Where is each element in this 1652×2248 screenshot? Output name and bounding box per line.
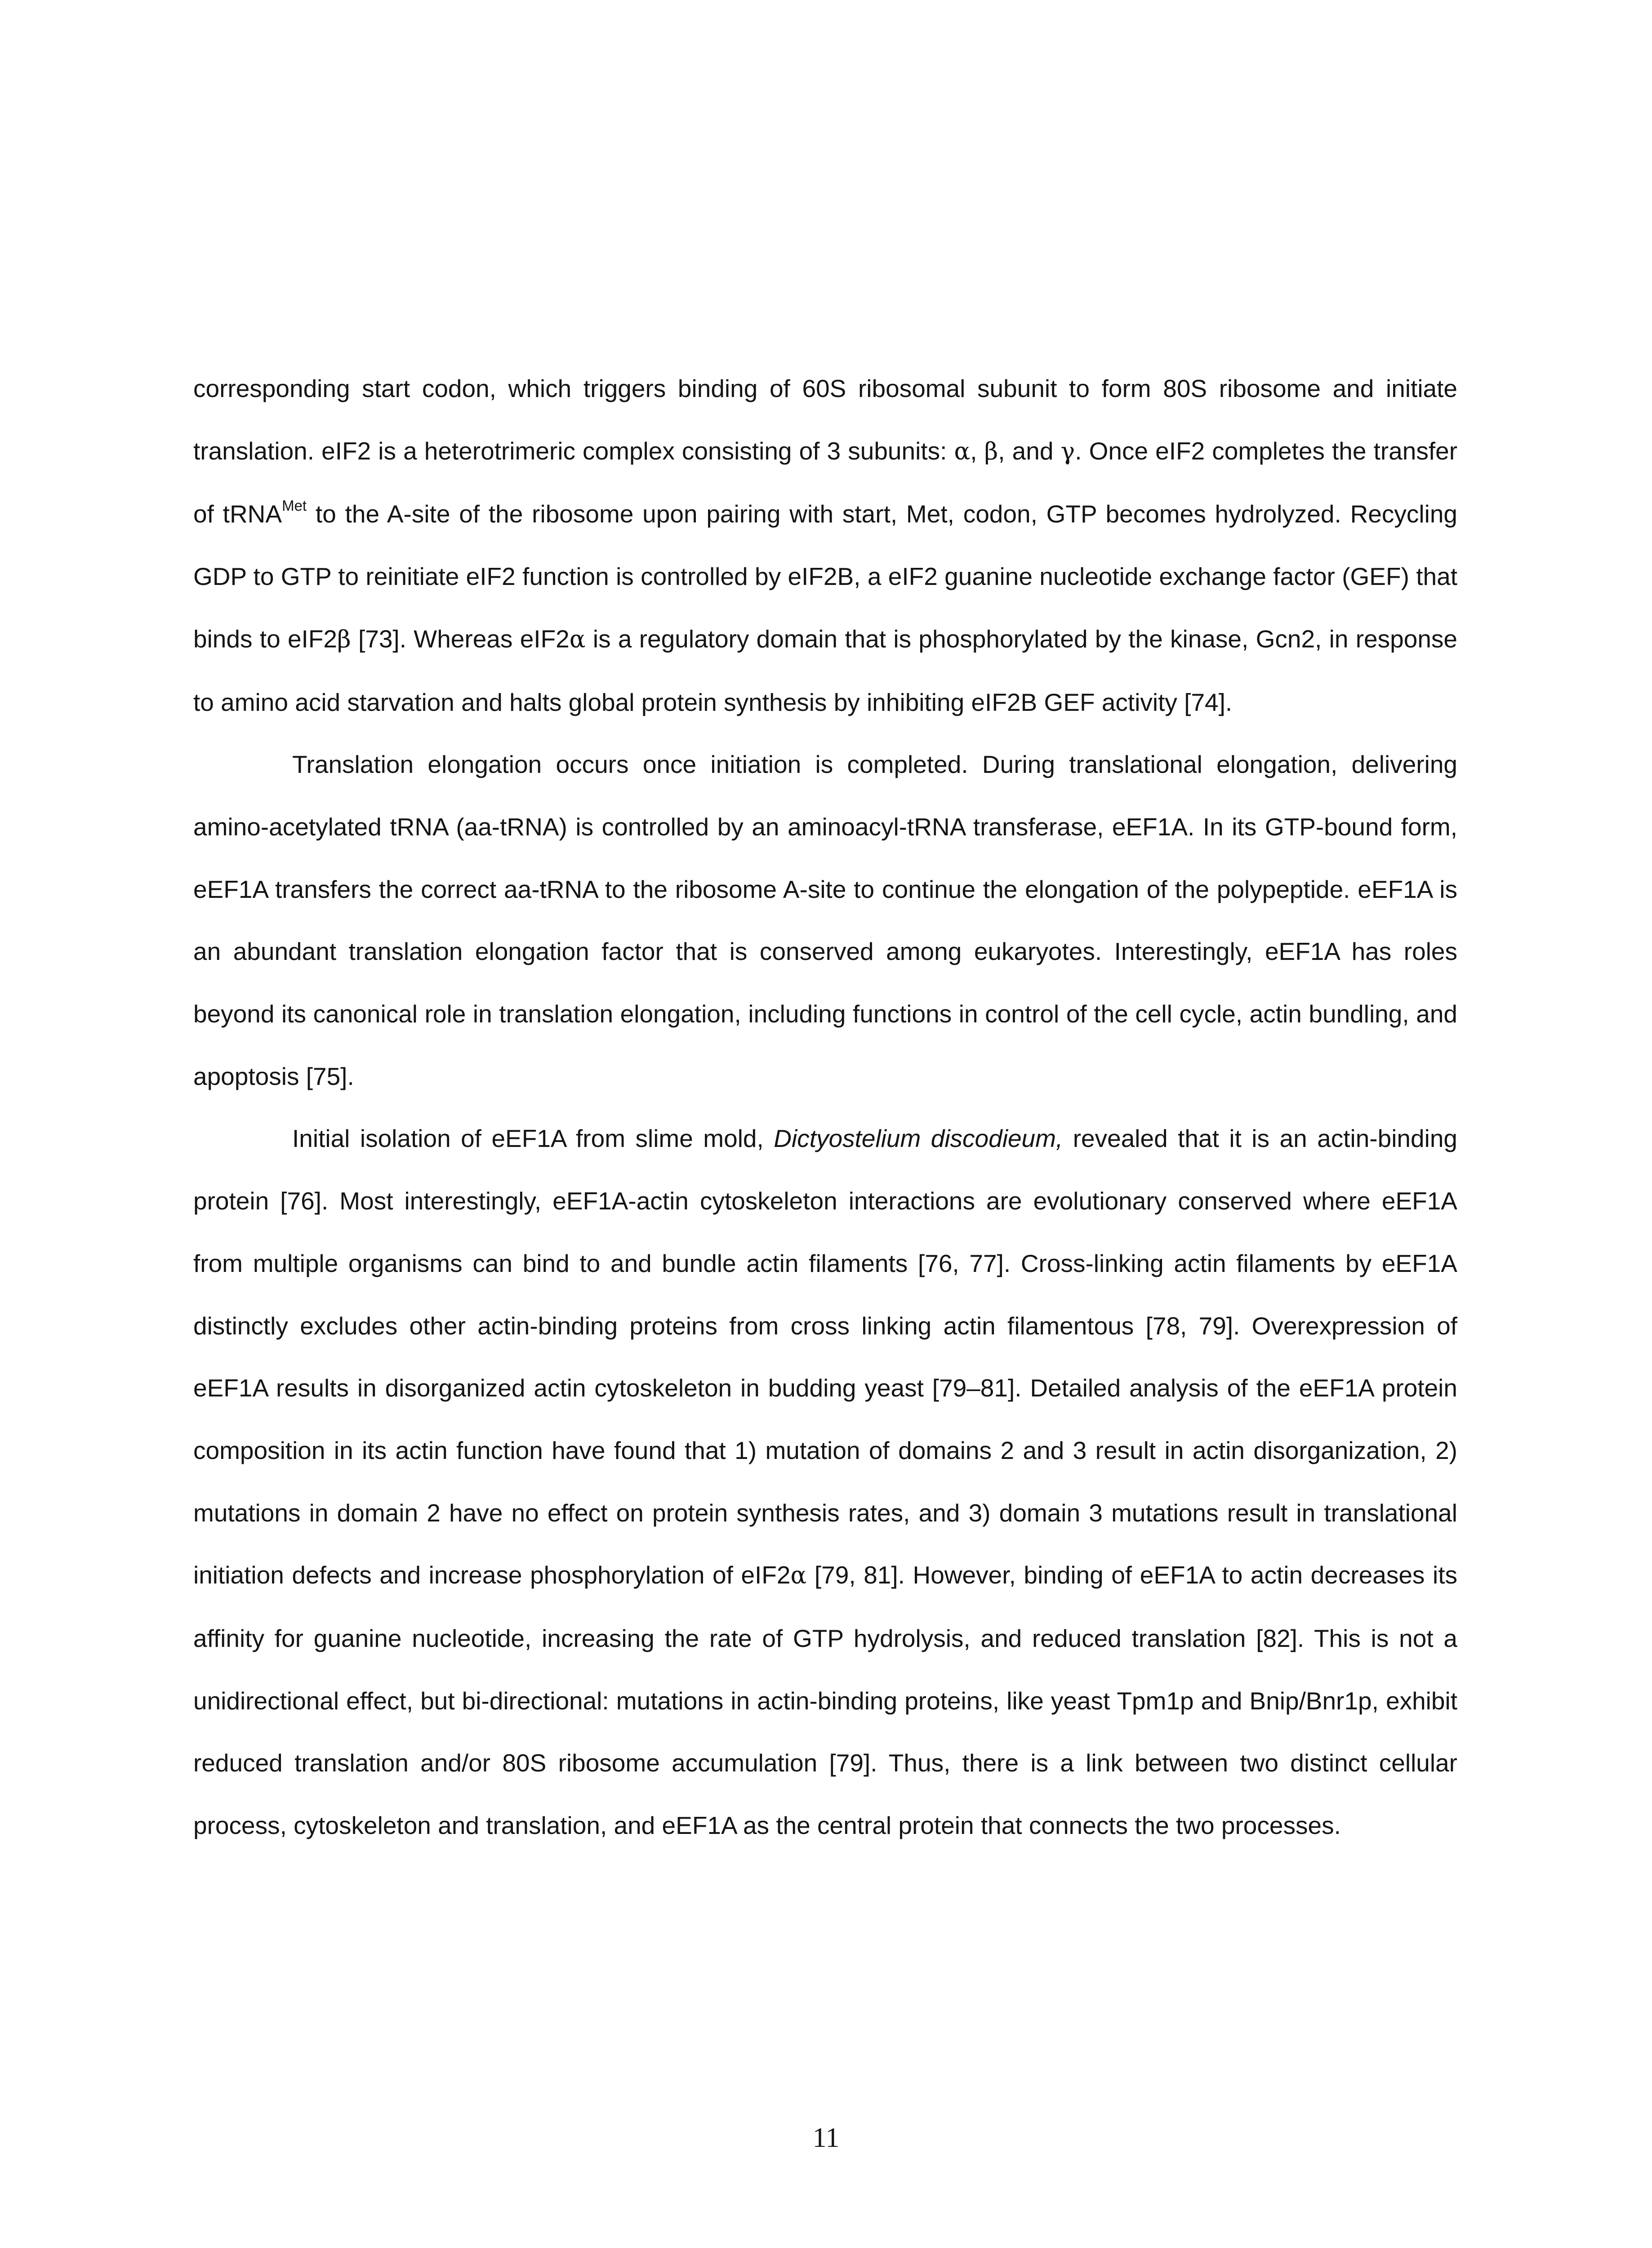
paragraph-translation-elongation: [193, 733, 1457, 1107]
greek-symbol: β: [337, 625, 351, 653]
superscript-text: Met: [282, 497, 307, 514]
text-run: to the A-site of the ribosome upon pairing with start, Met, codon, GTP becomes hydrolyzed. Recycling GDP to GTP to reinitiate eIF2 function is controlled by eIF2B, a eIF2 guanine nucleotide exchange factor (GEF) that binds to eIF2: [193, 500, 1457, 653]
greek-symbol: β: [984, 437, 998, 465]
paragraph-eef1a-actin: [193, 1107, 1457, 1856]
text-run: corresponding start codon, which triggers binding of 60S ribosomal subunit to form 80S ribosome and initiate translation. eIF2 is a heterotrimeric complex consisting of 3 subunits:: [193, 375, 1457, 465]
greek-symbol: γ: [1060, 437, 1075, 465]
text-run: [73]. Whereas eIF2: [351, 624, 570, 653]
italic-species-name: Dictyostelium discodieum,: [774, 1124, 1063, 1153]
greek-symbol: α: [954, 437, 971, 465]
text-run: ,: [970, 437, 984, 465]
paragraph-eif2-initiation: [193, 357, 1457, 733]
greek-symbol: α: [790, 1562, 807, 1590]
text-run: Initial isolation of eEF1A from slime mold,: [292, 1124, 774, 1153]
text-run: , and: [998, 437, 1061, 465]
greek-symbol: α: [569, 625, 586, 653]
page-number: 11: [812, 2123, 840, 2153]
text-run: [79, 81]. However, binding of eEF1A to actin decreases its affinity for guanine nucleotide, increasing the rate of GTP hydrolysis, and reduced translation [82]. This is not a unidirectional effect, but bi-directional: mutations in actin-binding proteins, like yeast Tpm1p and Bnip/Bnr1p, exhibit reduced translation and/or 80S ribosome accumulation [79]. Thus, there is a link between two distinct cellular process, cytoskeleton and translation, and eEF1A as the central protein that connects the two processes.: [193, 1561, 1457, 1840]
text-run: Translation elongation occurs once initiation is completed. During translational elongation, delivering amino-acetylated tRNA (aa-tRNA) is controlled by an aminoacyl-tRNA transferase, eEF1A. In its GTP-bound form, eEF1A transfers the correct aa-tRNA to the ribosome A-site to continue the elongation of the polypeptide. eEF1A is an abundant translation elongation factor that is conserved among eukaryotes. Interestingly, eEF1A has roles beyond its canonical role in translation elongation, including functions in control of the cell cycle, actin bundling, and apoptosis [75].: [193, 750, 1457, 1090]
body-text: [193, 357, 1457, 1857]
text-run: revealed that it is an actin-binding protein [76]. Most interestingly, eEF1A-actin cytoskeleton interactions are evolutionary conserved where eEF1A from multiple organisms can bind to and bundle actin filaments [76, 77]. Cross-linking actin filaments by eEF1A distinctly excludes other actin-binding proteins from cross linking actin filamentous [78, 79]. Overexpression of eEF1A results in disorganized actin cytoskeleton in budding yeast [79–81]. Detailed analysis of the eEF1A protein composition in its actin function have found that 1) mutation of domains 2 and 3 result in actin disorganization, 2) mutations in domain 2 have no effect on protein synthesis rates, and 3) domain 3 mutations result in translational initiation defects and increase phosphorylation of eIF2: [193, 1124, 1458, 1589]
text-run: is a regulatory domain that is phosphorylated by the kinase, Gcn2, in response to amino acid starvation and halts global protein synthesis by inhibiting eIF2B GEF activity [74].: [193, 624, 1457, 716]
text-run: . Once eIF2 completes the transfer of tRNA: [193, 437, 1458, 528]
